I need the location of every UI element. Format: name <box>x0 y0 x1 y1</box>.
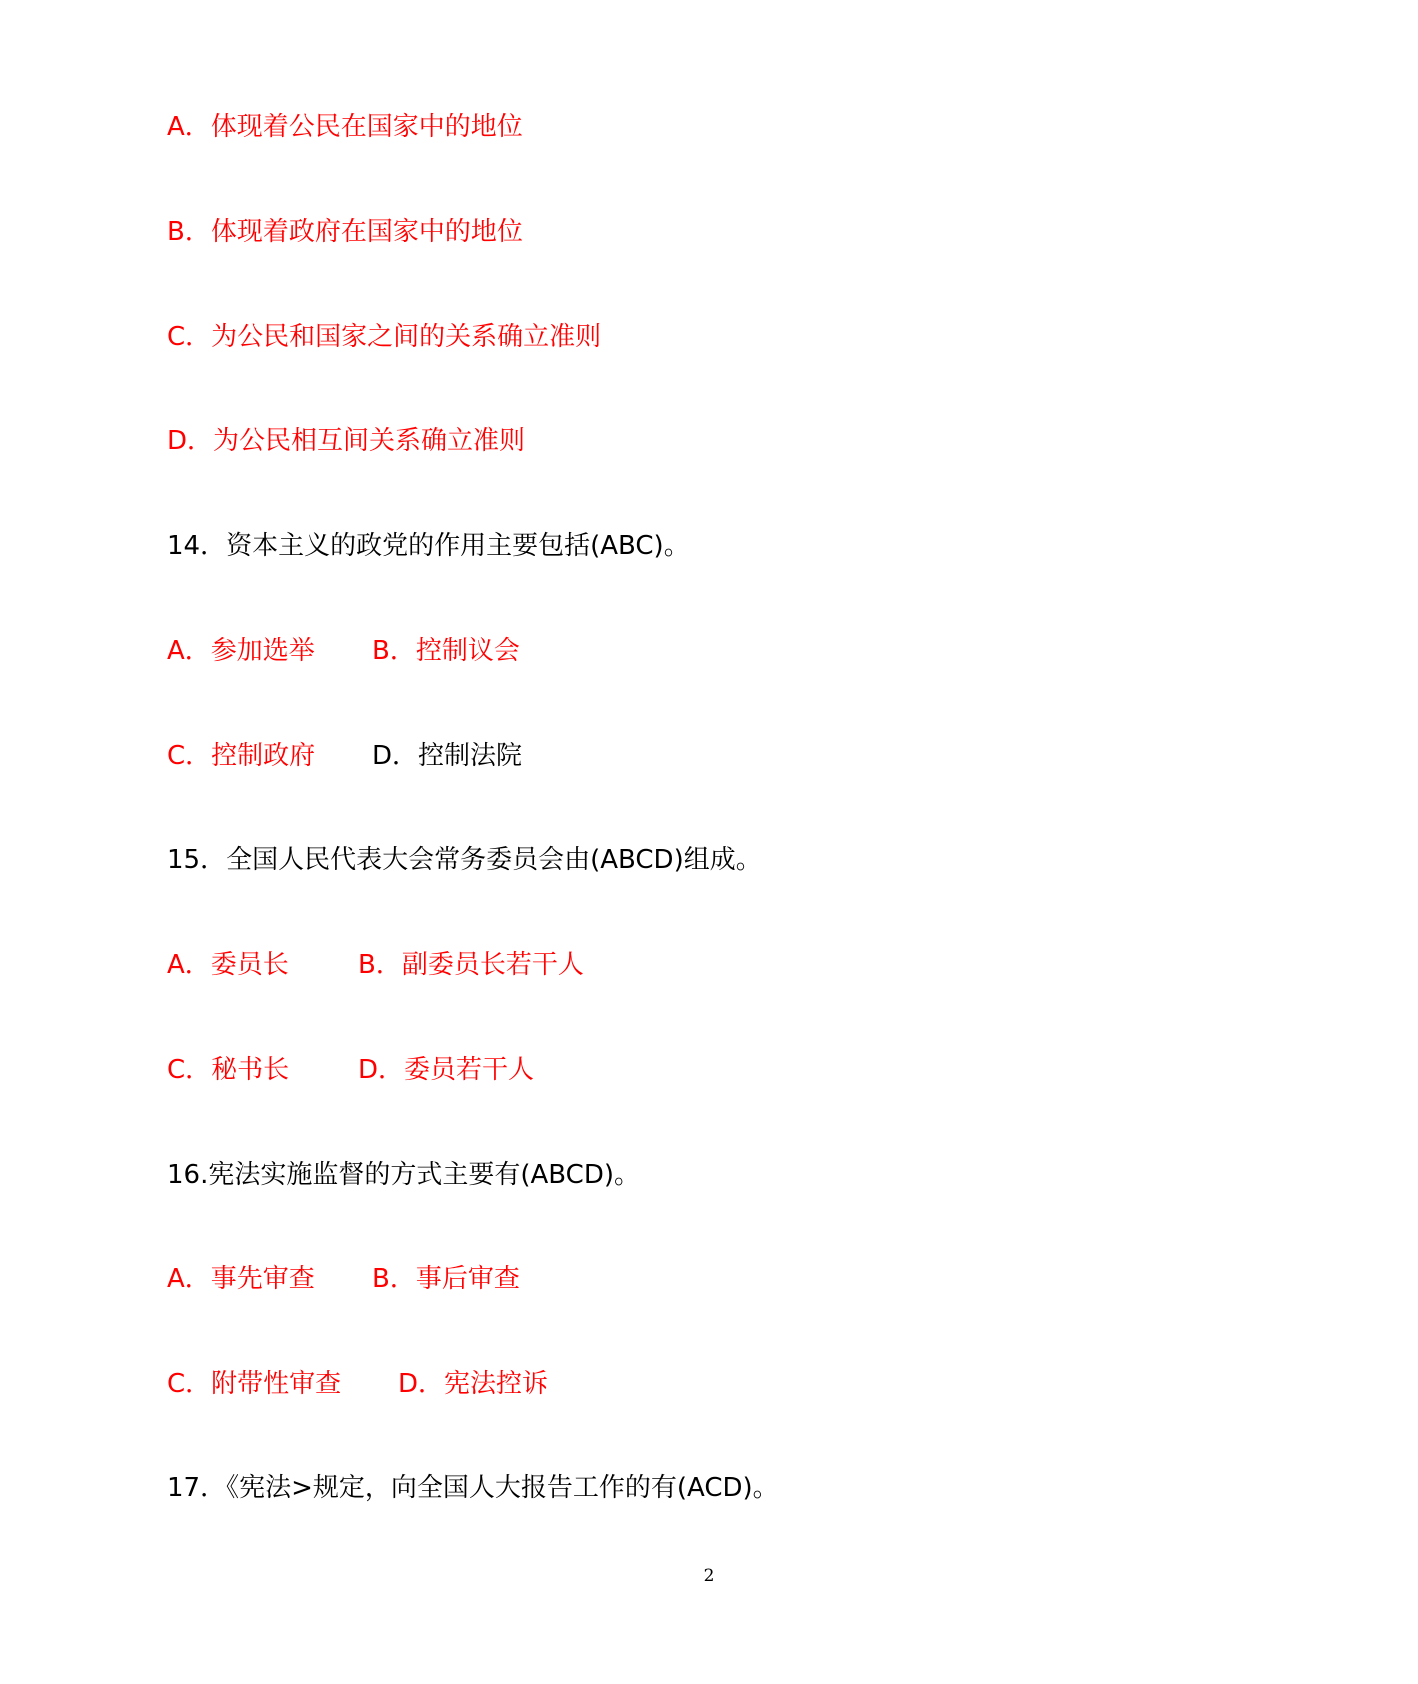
q14-option-a: A．参加选举 <box>167 636 315 666</box>
q16-option-a: A．事先审查 <box>167 1264 315 1294</box>
q14-option-d: D．控制法院 <box>372 741 523 771</box>
q13-option-b: B．体现着政府在国家中的地位 <box>167 217 523 247</box>
q16-option-b: B．事后审查 <box>372 1264 520 1294</box>
q16-option-d: D．宪法控诉 <box>398 1369 549 1399</box>
q16-question: 16.宪法实施监督的方式主要有(ABCD)。 <box>167 1160 640 1190</box>
q17-question: 17．《宪法>规定，向全国人大报告工作的有(ACD)。 <box>167 1473 779 1503</box>
q15-option-c: C．秘书长 <box>167 1055 290 1085</box>
q13-option-a: A．体现着公民在国家中的地位 <box>167 112 523 142</box>
page-number: 2 <box>703 1566 715 1586</box>
q14-option-b: B．控制议会 <box>372 636 520 666</box>
q15-option-b: B．副委员长若干人 <box>358 950 584 980</box>
q13-option-d: D．为公民相互间关系确立准则 <box>167 426 526 456</box>
q16-option-c: C．附带性审查 <box>167 1369 342 1399</box>
q15-option-d: D．委员若干人 <box>358 1055 535 1085</box>
q15-option-a: A．委员长 <box>167 950 289 980</box>
q14-option-c: C．控制政府 <box>167 741 316 771</box>
q14-question: 14．资本主义的政党的作用主要包括(ABC)。 <box>167 531 690 561</box>
q15-question: 15．全国人民代表大会常务委员会由(ABCD)组成。 <box>167 845 762 875</box>
q13-option-c: C．为公民和国家之间的关系确立准则 <box>167 322 602 352</box>
